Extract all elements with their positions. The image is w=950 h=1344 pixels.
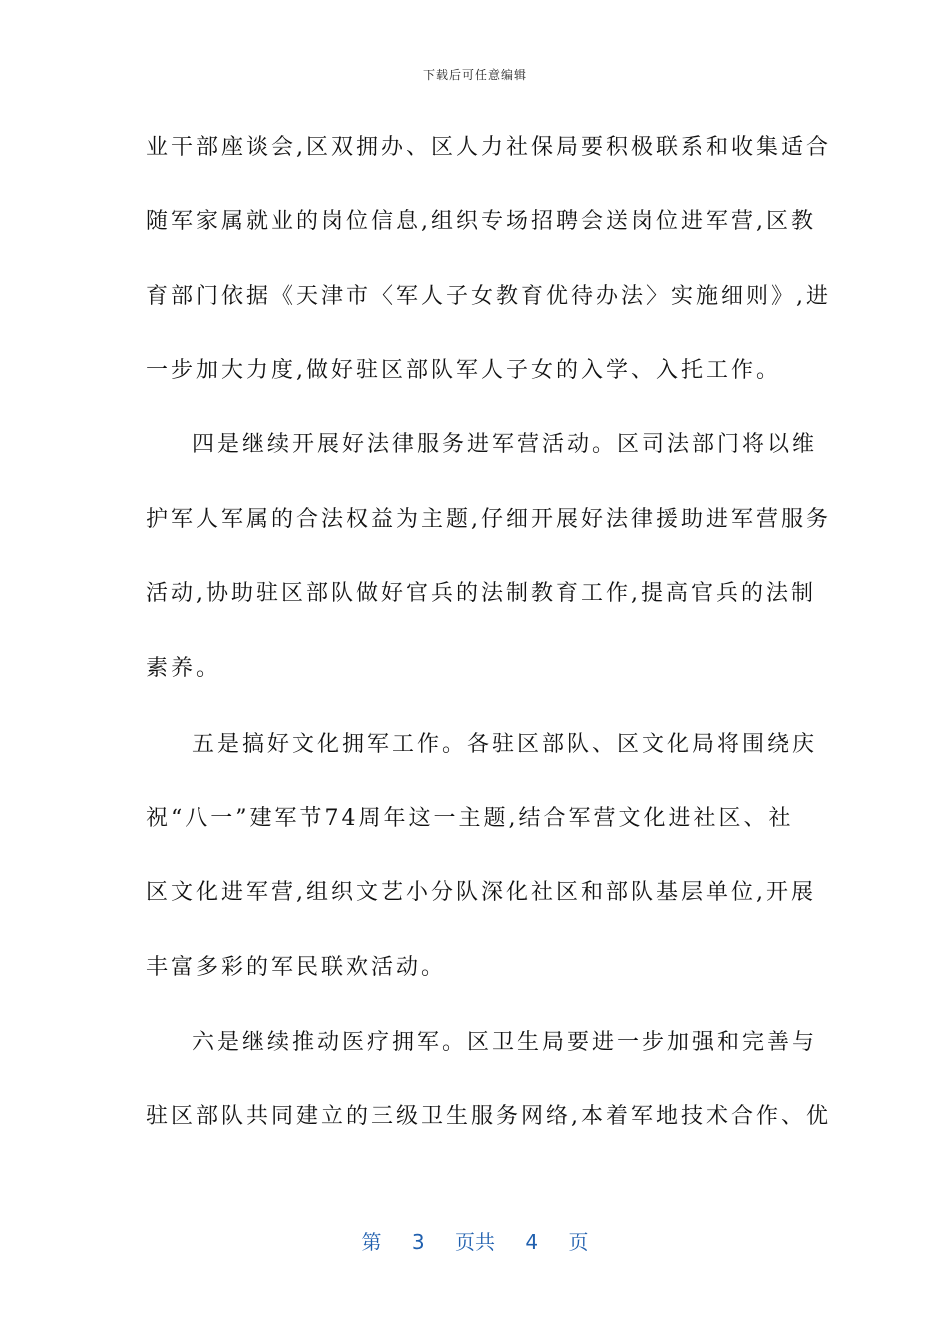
page-label-mid: 页共 [455, 1230, 495, 1254]
paragraph-first-line: 六是继续推动医疗拥军。区卫生局要进一步加强和完善与 [192, 1030, 818, 1055]
paragraph-first-line: 四是继续开展好法律服务进军营活动。区司法部门将以维 [192, 432, 818, 457]
body-line: 业干部座谈会,区双拥办、区人力社保局要积极联系和收集适合 [146, 135, 831, 160]
paragraph-first-line: 五是搞好文化拥军工作。各驻区部队、区文化局将围绕庆 [192, 732, 818, 757]
body-line: 护军人军属的合法权益为主题,仔细开展好法律援助进军营服务 [146, 507, 831, 532]
body-line: 丰富多彩的军民联欢活动。 [146, 955, 447, 980]
body-line: 祝“八一”建军节74周年这一主题,结合军营文化进社区、社 [146, 806, 794, 831]
body-line: 随军家属就业的岗位信息,组织专场招聘会送岗位进军营,区教 [146, 209, 816, 234]
body-line: 活动,协助驻区部队做好官兵的法制教育工作,提高官兵的法制 [146, 581, 816, 606]
page-total-number: 4 [525, 1230, 539, 1254]
body-line: 育部门依据《天津市〈军人子女教育优待办法〉实施细则》,进 [146, 284, 831, 309]
page-footer [0, 1226, 950, 1255]
page-label-prefix: 第 [361, 1230, 382, 1254]
body-line: 区文化进军营,组织文艺小分队深化社区和部队基层单位,开展 [146, 880, 816, 905]
header-note: 下载后可任意编辑 [422, 68, 527, 82]
body-line: 素养。 [146, 656, 222, 681]
body-line: 驻区部队共同建立的三级卫生服务网络,本着军地技术合作、优 [146, 1104, 831, 1129]
page-label-suffix: 页 [568, 1230, 589, 1254]
page-current-number: 3 [411, 1230, 425, 1254]
body-line: 一步加大力度,做好驻区部队军人子女的入学、入托工作。 [146, 358, 781, 383]
